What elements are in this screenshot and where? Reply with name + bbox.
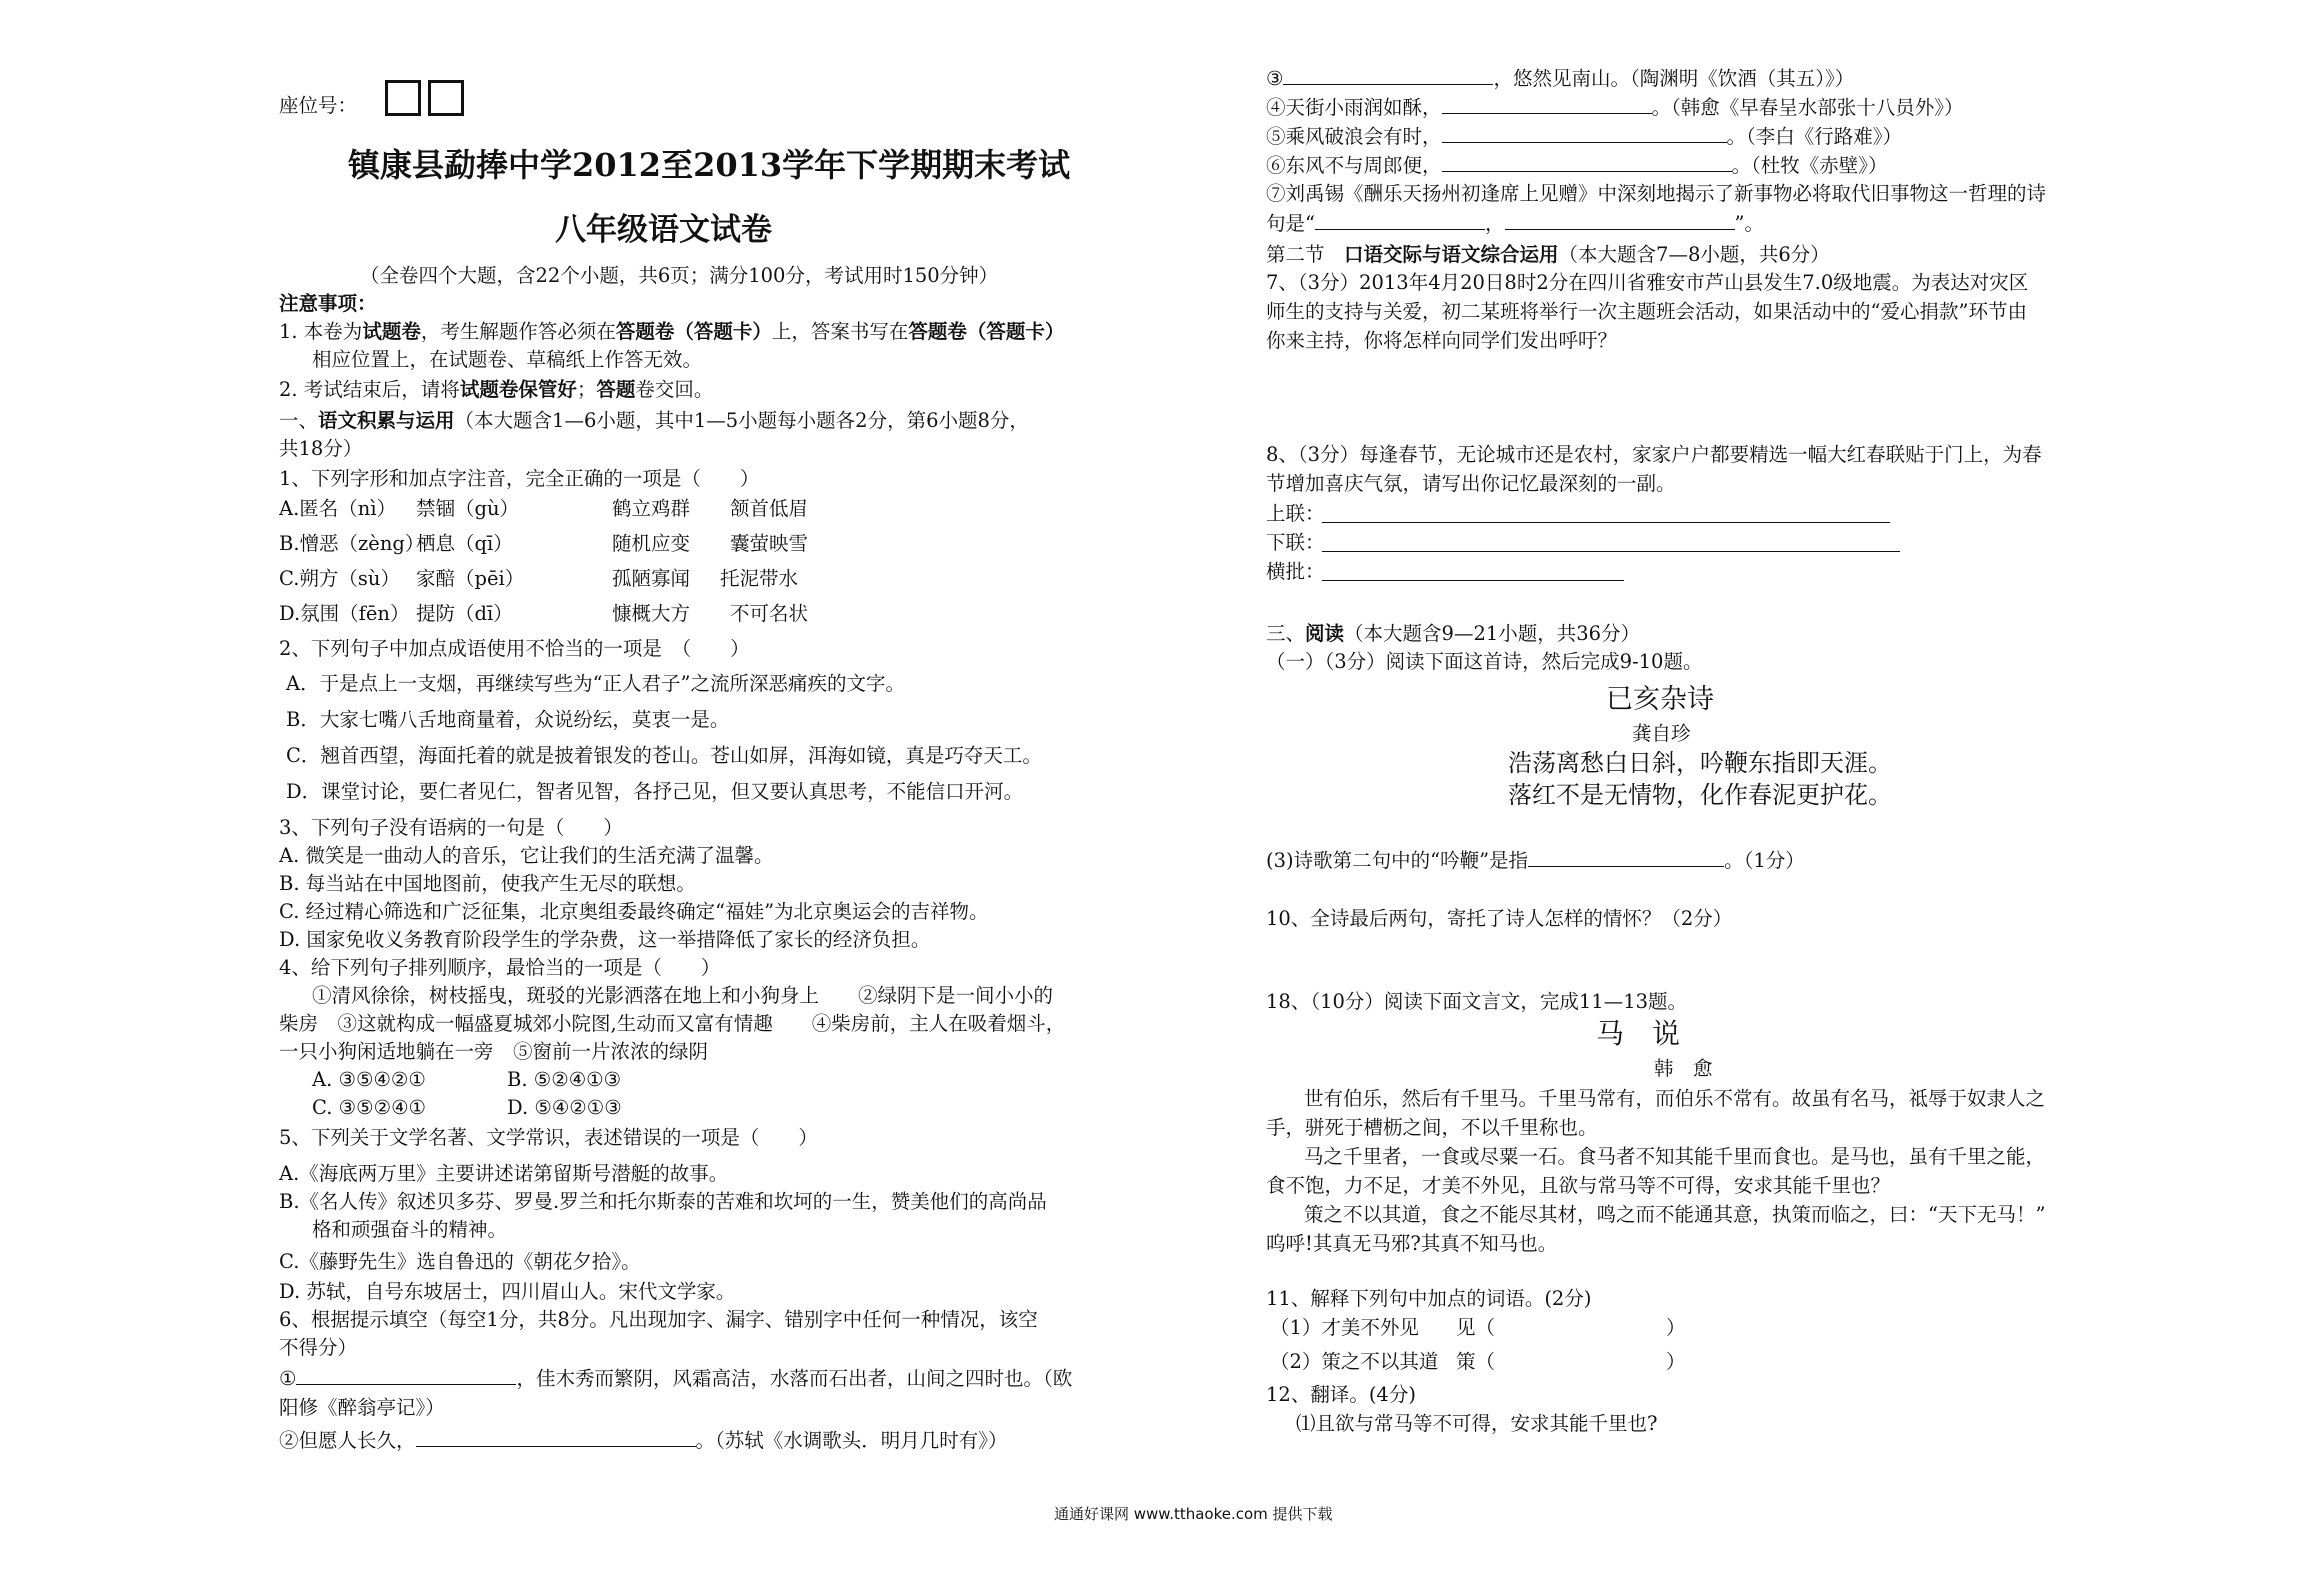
q1-row-a-col1: A.匿名（nì） (279, 497, 397, 520)
exam-title: 镇康县勐捧中学2012至2013学年下学期期末考试 (348, 146, 1071, 184)
couplet-horizontal-line (1322, 580, 1624, 581)
q2-option-b: B．大家七嘴八舌地商量着，众说纷纭，莫衷一是。 (286, 708, 730, 731)
q6-blank-5-line: ⑤乘风破浪会有时， 。（李白《行路难》） (1266, 125, 1903, 148)
question-8-line2: 节增加喜庆气氛，请写出你记忆最深刻的一副。 (1266, 472, 1676, 495)
notice-item-1: 1. 本卷为试题卷，考生解题作答必须在答题卷（答题卡）上，答案书写在答题卷（答题卡） (279, 320, 1065, 343)
article-p2-line2: 食不饱，力不足，才美不外见，且欲与常马等不可得，安求其能千里也？ (1266, 1174, 1891, 1197)
q6-blank-5 (1442, 124, 1727, 143)
exam-info: （全卷四个大题，含22个小题，共6页；满分100分，考试用时150分钟） (360, 264, 999, 287)
q1-row-b-col3: 随机应变 (612, 532, 691, 555)
q6-blank-7b (1505, 211, 1735, 230)
section-3-heading: 三、阅读（本大题含9—21小题，共36分） (1266, 622, 1641, 645)
q1-row-c-col3: 孤陋寡闻 (612, 567, 691, 590)
q6-blank-6-line: ⑥东风不与周郎便， 。（杜牧《赤壁》） (1266, 154, 1888, 177)
q1-row-b-col4: 囊萤映雪 (730, 532, 809, 555)
q6-blank-6 (1442, 153, 1732, 172)
q6-blank-4-line: ④天街小雨润如酥， 。（韩愈《早春呈水部张十八员外》） (1266, 96, 1964, 119)
question-8-line1: 8、（3分）每逢春节，无论城市还是农村，家家户户都要精选一幅大红春联贴于门上，为春 (1266, 443, 2042, 466)
q1-row-a-col4: 颔首低眉 (730, 497, 809, 520)
q4-option-a: A. ③⑤④②① (312, 1068, 426, 1091)
couplet-lower-line (1322, 551, 1900, 552)
q1-row-d-col4: 不可名状 (730, 602, 809, 625)
article-p1-line1: 世有伯乐，然后有千里马。千里马常有，而伯乐不常有。故虽有名马，祗辱于奴隶人之 (1304, 1087, 2046, 1110)
q1-row-d-col3: 慷概大方 (612, 602, 691, 625)
q6-blank-1 (296, 1366, 516, 1385)
q1-row-c-col1: C.朔方（sù） (279, 567, 400, 590)
q5-option-b-line2: 格和顽强奋斗的精神。 (312, 1218, 508, 1241)
article-p3-line2: 呜呼!其真无马邪?其真不知马也。 (1266, 1232, 1558, 1255)
q11-item-1: （1）才美不外见 (1270, 1316, 1419, 1339)
question-6-stem-line1: 6、根据提示填空（每空1分，共8分。凡出现加字、漏字、错别字中任何一种情况，该空 (279, 1308, 1038, 1331)
question-12-stem: 12、翻译。(4分) (1266, 1383, 1416, 1406)
couplet-horizontal-label: 横批： (1266, 560, 1325, 583)
q3-option-d: D. 国家免收义务教育阶段学生的学杂费，这一举措降低了家长的经济负担。 (279, 928, 931, 951)
notice-item-1-line2: 相应位置上，在试题卷、草稿纸上作答无效。 (312, 348, 703, 371)
q5-option-a: A.《海底两万里》主要讲述诺第留斯号潜艇的故事。 (279, 1162, 729, 1185)
couplet-upper-label: 上联： (1266, 502, 1325, 525)
question-7-line1: 7、（3分）2013年4月20日8时2分在四川省雅安市芦山县发生7.0级地震。为表达对灾区 (1266, 271, 2029, 294)
seat-number-label: 座位号： (279, 94, 358, 117)
question-7-line2: 师生的支持与关爱，初二某班将举行一次主题班会活动，如果活动中的“爱心捐款”环节由 (1266, 300, 2027, 323)
article-title: 马说 (1596, 1017, 1709, 1050)
q3-option-a: A. 微笑是一曲动人的音乐，它让我们的生活充满了温馨。 (279, 844, 774, 867)
question-3-stem: 3、下列句子没有语病的一句是（ ） (279, 816, 623, 839)
q1-row-c-col4: 托泥带水 (720, 567, 799, 590)
q4-sentences-line2: 柴房 ③这就构成一幅盛夏城郊小院图,生动而又富有情趣 ④柴房前，主人在吸着烟斗， (279, 1012, 1066, 1035)
q6-blank-2-line: ②但愿人长久， 。（苏轼《水调歌头．明月几时有》） (279, 1429, 1008, 1452)
q11-item-1-answer-close: ） (1666, 1316, 1686, 1339)
q1-row-c-col2: 家醅（pēi） (416, 567, 525, 590)
poem-line-2: 落红不是无情物，化作春泥更护花。 (1508, 781, 1892, 809)
q6-item-7-line2: 句是“ ， ”。 (1266, 212, 1764, 235)
couplet-upper-line (1322, 522, 1890, 523)
article-p2-line1: 马之千里者，一食或尽粟一石。食马者不知其能千里而食也。是马也，虽有千里之能， (1304, 1145, 2046, 1168)
q4-sentences-line1: ①清风徐徐，树枝摇曳，斑驳的光影洒落在地上和小狗身上 ②绿阴下是一间小小的 (312, 984, 1054, 1007)
q5-option-d: D. 苏轼，自号东坡居士，四川眉山人。宋代文学家。 (279, 1280, 736, 1303)
q2-option-a: A．于是点上一支烟，再继续写些为“正人君子”之流所深恶痛疾的文字。 (286, 672, 906, 695)
section-2-heading: 第二节 口语交际与语文综合运用（本大题含7—8小题，共6分） (1266, 243, 1830, 266)
q6-blank-2 (416, 1428, 696, 1447)
q4-option-d: D. ⑤④②①③ (507, 1096, 622, 1119)
footer-credit: 通通好课网 www.tthaoke.com 提供下载 (1054, 1505, 1333, 1523)
reading-part-1-intro: （一）（3分）阅读下面这首诗，然后完成9-10题。 (1266, 650, 1703, 673)
q1-row-d-col2: 提防（dī） (416, 602, 513, 625)
q4-sentences-line3: 一只小狗闲适地躺在一旁 ⑤窗前一片浓浓的绿阴 (279, 1040, 709, 1063)
q6-blank-3 (1283, 66, 1493, 85)
q11-item-2-answer-close: ） (1666, 1350, 1686, 1373)
question-2-stem: 2、下列句子中加点成语使用不恰当的一项是 （ ） (279, 637, 750, 660)
question-7-line3: 你来主持，你将怎样向同学们发出呼吁？ (1266, 329, 1618, 352)
poem-author: 龚自珍 (1632, 722, 1691, 745)
q11-item-2-answer-open: 策（ (1456, 1350, 1496, 1373)
section-1-heading: 一、语文积累与运用（本大题含1—6小题，其中1—5小题每小题各2分，第6小题8分， (279, 409, 1029, 432)
seat-box-1 (385, 80, 421, 116)
notice-heading: 注意事项： (279, 292, 377, 315)
q6-blank-1-line: ① ，佳木秀而繁阴，风霜高洁，水落而石出者，山间之四时也。（欧 (279, 1367, 1073, 1390)
section-1-heading-line2: 共18分） (279, 437, 363, 460)
question-9: (3)诗歌第二句中的“吟鞭”是指 。（1分） (1266, 849, 1805, 872)
q1-row-b-col1: B.憎恶（zèng） (279, 532, 425, 555)
exam-subtitle: 八年级语文试卷 (555, 212, 772, 248)
q4-option-b: B. ⑤②④①③ (507, 1068, 622, 1091)
q3-option-c: C. 经过精心筛选和广泛征集，北京奥组委最终确定“福娃”为北京奥运会的吉祥物。 (279, 900, 989, 923)
notice-item-2: 2. 考试结束后，请将试题卷保管好；答题卷交回。 (279, 378, 714, 401)
q11-item-2: （2）策之不以其道 (1270, 1350, 1439, 1373)
question-1-stem: 1、下列字形和加点字注音，完全正确的一项是（ ） (279, 467, 760, 490)
question-5-stem: 5、下列关于文学名著、文学常识，表述错误的一项是（ ） (279, 1126, 818, 1149)
q2-option-d: D．课堂讨论，要仁者见仁，智者见智，各抒己见，但又要认真思考，不能信口开河。 (286, 780, 1024, 803)
q6-blank-3-line: ③ ，悠然见南山。（陶渊明《饮酒（其五）》） (1266, 67, 1855, 90)
poem-title: 已亥杂诗 (1606, 684, 1714, 715)
q4-option-c: C. ③⑤②④① (312, 1096, 427, 1119)
q6-blank-7a (1315, 211, 1485, 230)
q9-blank (1528, 848, 1724, 867)
article-author: 韩 愈 (1654, 1057, 1713, 1080)
q3-option-b: B. 每当站在中国地图前，使我产生无尽的联想。 (279, 872, 696, 895)
q5-option-c: C.《藤野先生》选自鲁迅的《朝花夕拾》。 (279, 1250, 641, 1273)
question-6-stem-line2: 不得分） (279, 1336, 358, 1359)
q1-row-a-col3: 鹤立鸡群 (612, 497, 691, 520)
article-p3-line1: 策之不以其道，食之不能尽其材，鸣之而不能通其意，执策而临之，曰：“天下无马！” (1304, 1203, 2046, 1226)
q1-row-b-col2: 栖息（qī） (416, 532, 513, 555)
q6-blank-4 (1442, 95, 1652, 114)
q6-blank-1-line2: 阳修《醉翁亭记》） (279, 1396, 445, 1419)
seat-box-2 (428, 80, 464, 116)
article-p1-line2: 手，骈死于槽枥之间，不以千里称也。 (1266, 1116, 1598, 1139)
couplet-lower-label: 下联： (1266, 531, 1325, 554)
question-4-stem: 4、给下列句子排列顺序，最恰当的一项是（ ） (279, 956, 721, 979)
q6-item-7-line1: ⑦刘禹锡《酬乐天扬州初逢席上见赠》中深刻地揭示了新事物必将取代旧事物这一哲理的诗 (1266, 182, 2047, 205)
question-18: 18、（10分）阅读下面文言文，完成11—13题。 (1266, 990, 1688, 1013)
q12-item-1: ⑴且欲与常马等不可得，安求其能千里也? (1296, 1412, 1658, 1435)
poem-line-1: 浩荡离愁白日斜，吟鞭东指即天涯。 (1508, 749, 1892, 777)
q1-row-a-col2: 禁锢（gù） (416, 497, 520, 520)
q5-option-b-line1: B.《名人传》叙述贝多芬、罗曼.罗兰和托尔斯泰的苦难和坎坷的一生，赞美他们的高尚品 (279, 1190, 1047, 1213)
q11-item-1-answer-open: 见（ (1456, 1316, 1496, 1339)
q1-row-d-col1: D.氛围（fēn） (279, 602, 410, 625)
q2-option-c: C．翘首西望，海面托着的就是披着银发的苍山。苍山如屏，洱海如镜，真是巧夺天工。 (286, 744, 1042, 767)
question-11-stem: 11、解释下列句中加点的词语。(2分) (1266, 1287, 1592, 1310)
question-10: 10、全诗最后两句，寄托了诗人怎样的情怀？（2分） (1266, 907, 1733, 930)
right-column (1200, 0, 2304, 1595)
